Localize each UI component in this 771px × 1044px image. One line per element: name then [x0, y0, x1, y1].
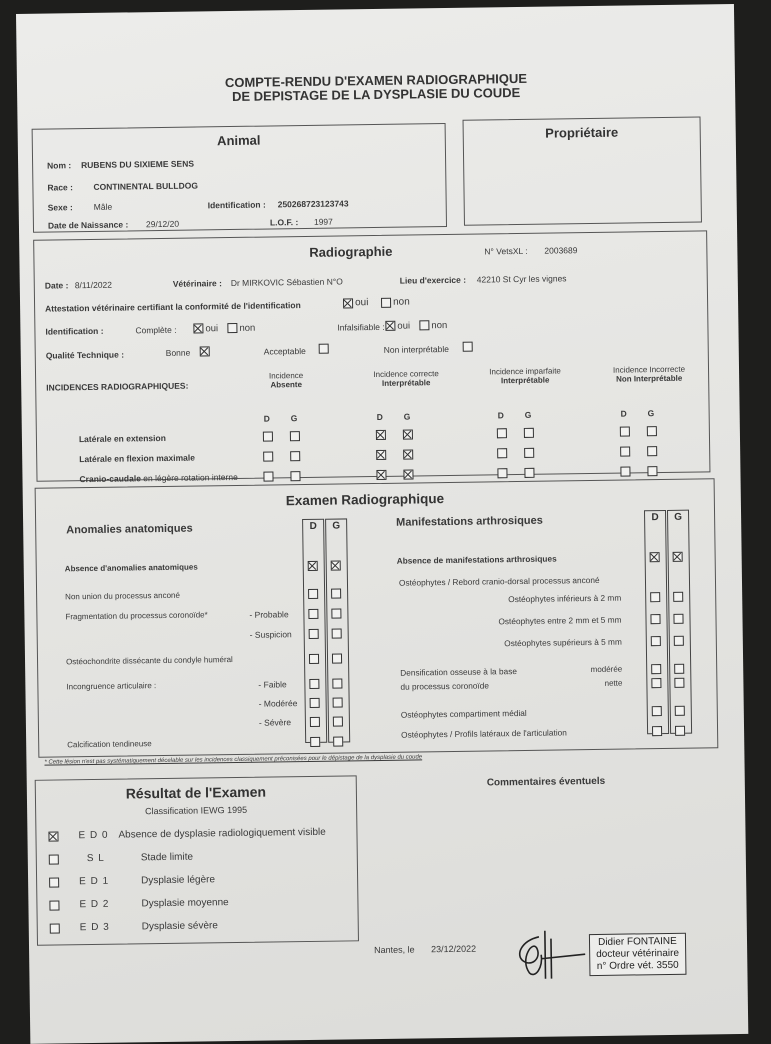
grade-label: Dysplasie moyenne	[141, 897, 229, 910]
grade-checkbox[interactable]	[49, 900, 59, 910]
incidence-g-header: G	[524, 409, 532, 420]
anomaly-label: Calcification tendineuse	[67, 739, 152, 750]
veterinarian-stamp	[589, 933, 686, 976]
grade-code: E D 3	[79, 921, 110, 934]
anomaly-g-checkbox[interactable]	[332, 679, 342, 689]
anomaly-g-checkbox[interactable]	[331, 561, 341, 571]
anomalies-d-header: D	[309, 520, 317, 532]
stamp-name: Didier FONTAINE	[597, 935, 677, 948]
anomaly-label: Incongruence articulaire :	[66, 681, 157, 692]
arthrosique-label: Densification osseuse à la base	[400, 666, 517, 678]
anomaly-g-checkbox[interactable]	[332, 654, 342, 664]
incidence-g-checkbox[interactable]	[524, 468, 534, 478]
arthrosique-sublabel: nette	[604, 678, 623, 688]
proprietaire-section	[463, 116, 702, 225]
lieu-value: 42210 St Cyr les vignes	[476, 273, 567, 285]
race-label: Race :	[47, 182, 74, 193]
identification-value: 250268723123743	[277, 198, 349, 210]
lof-value: 1997	[313, 216, 333, 227]
arthrosique-label: Ostéophytes compartiment médial	[400, 707, 527, 720]
incidence-col-line1: Incidence imparfaite	[489, 366, 561, 377]
animal-title: Animal	[217, 132, 261, 149]
infalsifiable-non-checkbox[interactable]	[419, 320, 429, 330]
complete-oui-label: oui	[205, 323, 219, 335]
race-value: CONTINENTAL BULLDOG	[93, 180, 198, 192]
arthrosique-g-checkbox[interactable]	[675, 726, 685, 736]
anomaly-label: Fragmentation du processus coronoïde*	[65, 610, 208, 622]
grade-label: Dysplasie légère	[141, 874, 216, 887]
complete-oui-checkbox[interactable]	[193, 323, 203, 333]
attestation-non-label: non	[392, 296, 410, 308]
radiographie-title: Radiographie	[309, 243, 393, 260]
incidence-d-header: D	[376, 411, 383, 423]
veterinaire-value: Dr MIRKOVIC Sébastien N°O	[230, 276, 343, 289]
incidence-col-absente	[256, 371, 316, 390]
arthrosique-g-checkbox[interactable]	[675, 706, 685, 716]
incidence-d-checkbox[interactable]	[263, 451, 273, 461]
anomaly-g-checkbox[interactable]	[333, 698, 343, 708]
nom-value: RUBENS DU SIXIEME SENS	[81, 158, 195, 171]
arthrosique-label: Ostéophytes inférieurs à 2 mm	[508, 592, 622, 605]
anomaly-sublabel: - Probable	[249, 609, 289, 620]
incidences-label: INCIDENCES RADIOGRAPHIQUES:	[46, 380, 189, 393]
arthrosique-d-checkbox[interactable]	[652, 706, 662, 716]
grade-code: S L	[86, 852, 105, 865]
incidence-col-line1: Incidence Incorrecte	[612, 364, 686, 375]
date-label: Date :	[44, 280, 69, 291]
qualite-non-interpretable-checkbox[interactable]	[463, 342, 473, 352]
grade-label: Stade limite	[140, 851, 194, 864]
incidence-d-checkbox[interactable]	[497, 428, 507, 438]
incidence-row-label	[79, 472, 237, 484]
anomaly-sublabel: - Suspicion	[249, 629, 292, 640]
grade-code: E D 1	[79, 875, 110, 888]
anomaly-g-checkbox[interactable]	[331, 609, 341, 619]
incidence-row-label-bold: Latérale en extension	[78, 432, 166, 445]
infalsifiable-label: Infalsifiable :	[337, 321, 385, 333]
incidence-row-label	[79, 453, 195, 465]
anomaly-d-checkbox[interactable]	[309, 654, 319, 664]
incidence-d-checkbox[interactable]	[376, 470, 386, 480]
arthrosique-label: Ostéophytes / Profils latéraux de l'articulation	[401, 727, 567, 740]
infalsifiable-oui-checkbox[interactable]	[385, 321, 395, 331]
complete-non-label: non	[239, 322, 256, 334]
nom-label: Nom :	[47, 160, 72, 171]
incidence-d-header: D	[263, 413, 270, 424]
arthrosique-g-checkbox[interactable]	[674, 664, 684, 674]
attestation-oui-checkbox[interactable]	[343, 298, 353, 308]
incidence-row-label-bold: Cranio-caudale	[79, 473, 141, 485]
anomalies-g-header: G	[332, 520, 341, 532]
signature-place: Nantes, le	[374, 944, 415, 956]
incidence-g-checkbox[interactable]	[290, 451, 300, 461]
arthrosique-d-checkbox[interactable]	[650, 614, 660, 624]
anomaly-sublabel: - Modérée	[258, 698, 298, 709]
lof-label: L.O.F. :	[269, 217, 299, 228]
anomalies-title: Anomalies anatomiques	[66, 522, 193, 537]
resultat-section	[35, 775, 359, 945]
footnote: * Cette lésion n'est pas systématiquement décelable sur les incidences classiquement préconisées pour le dépistage de la dysplasie du coude	[44, 754, 423, 766]
anomaly-d-checkbox[interactable]	[310, 717, 320, 727]
qualite-acceptable-checkbox[interactable]	[319, 344, 329, 354]
grade-code: E D 0	[78, 829, 109, 842]
vetsxl-label: N° VetsXL :	[484, 245, 528, 257]
incidence-g-header: G	[290, 413, 298, 424]
attestation-oui-label: oui	[354, 297, 369, 309]
incidence-d-checkbox[interactable]	[376, 450, 386, 460]
date-value: 8/11/2022	[74, 279, 113, 291]
anomaly-d-checkbox[interactable]	[310, 698, 320, 708]
arthrosique-g-checkbox[interactable]	[673, 614, 683, 624]
incidence-g-checkbox[interactable]	[403, 429, 413, 439]
incidence-d-checkbox[interactable]	[620, 466, 630, 476]
signature-icon	[509, 928, 590, 981]
arthrosique-label: Ostéophytes supérieurs à 5 mm	[504, 636, 622, 649]
incidence-d-checkbox[interactable]	[620, 426, 630, 436]
anomaly-d-checkbox[interactable]	[309, 629, 319, 639]
incidence-g-checkbox[interactable]	[647, 466, 657, 476]
incidence-col-line2: Absente	[270, 380, 303, 390]
arthrosique-g-checkbox[interactable]	[673, 592, 683, 602]
arthrosique-d-checkbox[interactable]	[651, 664, 661, 674]
infalsifiable-oui-label: oui	[397, 320, 411, 332]
grade-checkbox[interactable]	[50, 923, 60, 933]
anomaly-d-checkbox[interactable]	[310, 737, 320, 747]
incidence-g-checkbox[interactable]	[403, 469, 413, 479]
report-title-line1: COMPTE-RENDU D'EXAMEN RADIOGRAPHIQUE	[224, 70, 528, 91]
anomaly-d-checkbox[interactable]	[308, 561, 318, 571]
incidence-d-checkbox[interactable]	[263, 471, 273, 481]
complete-non-checkbox[interactable]	[227, 323, 237, 333]
anomaly-sublabel: - Sévère	[258, 717, 292, 728]
incidence-d-checkbox[interactable]	[263, 431, 273, 441]
resultat-title: Résultat de l'Examen	[125, 783, 267, 802]
incidence-g-checkbox[interactable]	[290, 471, 300, 481]
naissance-label: Date de Naissance :	[47, 219, 129, 231]
arthrosique-label: Ostéophytes entre 2 mm et 5 mm	[498, 614, 622, 627]
arthrosique-d-checkbox[interactable]	[651, 636, 661, 646]
attestation-label: Attestation vétérinaire certifiant la conformité de l'identification	[45, 300, 301, 314]
radiographie-section	[33, 230, 710, 485]
incidence-g-checkbox[interactable]	[524, 428, 534, 438]
arthrosiques-title: Manifestations arthrosiques	[396, 514, 543, 529]
naissance-value: 29/12/20	[145, 218, 180, 230]
examen-section	[35, 478, 719, 757]
incidence-col-line2: Non Interprétable	[615, 373, 683, 384]
qualite-label: Qualité Technique :	[45, 349, 125, 361]
report-paper	[16, 4, 748, 1044]
grade-label: Dysplasie sévère	[141, 920, 218, 933]
qualite-bonne-label: Bonne	[165, 347, 191, 358]
arthrosique-g-checkbox[interactable]	[674, 636, 684, 646]
identification-radio-label: Identification :	[45, 325, 104, 337]
examen-title: Examen Radiographique	[285, 491, 445, 509]
qualite-acceptable-label: Acceptable	[263, 345, 306, 357]
anomaly-d-checkbox[interactable]	[308, 589, 318, 599]
arthrosique-g-checkbox[interactable]	[673, 552, 683, 562]
attestation-non-checkbox[interactable]	[381, 298, 391, 308]
incidence-col-imparfaite	[480, 366, 570, 385]
commentaires-title: Commentaires éventuels	[486, 775, 606, 789]
arthrosique-d-checkbox[interactable]	[651, 678, 661, 688]
arthrosique-d-checkbox[interactable]	[650, 552, 660, 562]
arthrosiques-g-header: G	[674, 511, 683, 523]
anomaly-label: Non union du processus anconé	[65, 590, 180, 602]
incidence-g-checkbox[interactable]	[647, 446, 657, 456]
incidence-col-line2: Interprétable	[500, 375, 550, 386]
anomaly-g-checkbox[interactable]	[331, 589, 341, 599]
anomaly-d-checkbox[interactable]	[309, 679, 319, 689]
qualite-bonne-checkbox[interactable]	[200, 346, 210, 356]
arthrosique-d-checkbox[interactable]	[650, 592, 660, 602]
incidence-col-line1: Incidence	[268, 371, 304, 381]
classification-label: Classification IEWG 1995	[145, 804, 248, 817]
anomaly-d-checkbox[interactable]	[308, 609, 318, 619]
anomaly-label: Absence d'anomalies anatomiques	[64, 562, 198, 574]
anomaly-sublabel: - Faible	[258, 679, 287, 690]
animal-section	[32, 123, 447, 233]
incidence-col-line1: Incidence correcte	[373, 369, 439, 380]
report-title-line2: DE DEPISTAGE DE LA DYSPLASIE DU COUDE	[231, 84, 521, 104]
anomaly-g-checkbox[interactable]	[333, 717, 343, 727]
incidence-d-checkbox[interactable]	[376, 430, 386, 440]
grade-checkbox[interactable]	[49, 854, 59, 864]
lieu-label: Lieu d'exercice :	[399, 274, 467, 286]
arthrosique-label: Ostéophytes / Rebord cranio-dorsal processus anconé	[398, 574, 600, 588]
anomaly-g-checkbox[interactable]	[333, 737, 343, 747]
incidence-g-checkbox[interactable]	[403, 449, 413, 459]
arthrosiques-d-header: D	[651, 512, 659, 524]
incidence-d-header: D	[620, 408, 627, 419]
incidence-col-line2: Interprétable	[381, 378, 431, 388]
incidence-row-label	[79, 433, 166, 444]
stamp-ordre: n° Ordre vét. 3550	[596, 959, 679, 972]
incidence-d-checkbox[interactable]	[620, 446, 630, 456]
arthrosique-d-checkbox[interactable]	[652, 726, 662, 736]
grade-label: Absence de dysplasie radiologiquement visible	[118, 826, 326, 841]
incidence-col-incorrecte	[601, 365, 697, 384]
complete-label: Complète :	[135, 324, 177, 336]
incidence-g-header: G	[647, 408, 655, 419]
arthrosique-g-checkbox[interactable]	[674, 678, 684, 688]
arthrosique-label: du processus coronoïde	[400, 680, 490, 692]
identification-label: Identification :	[207, 199, 266, 211]
stamp-title: docteur vétérinaire	[596, 947, 680, 960]
incidence-row-label-rest: en légère rotation interne	[140, 471, 238, 484]
incidence-g-header: G	[403, 411, 411, 422]
incidence-d-header: D	[497, 410, 504, 421]
grade-code: E D 2	[79, 898, 110, 911]
infalsifiable-non-label: non	[431, 320, 448, 332]
arthrosique-sublabel: modérée	[590, 664, 623, 675]
incidence-d-checkbox[interactable]	[497, 448, 507, 458]
anomaly-g-checkbox[interactable]	[332, 629, 342, 639]
proprietaire-title: Propriétaire	[545, 124, 619, 141]
incidence-g-checkbox[interactable]	[290, 431, 300, 441]
incidence-col-correcte	[361, 369, 451, 388]
sexe-value: Mâle	[93, 201, 113, 212]
sexe-label: Sexe :	[47, 202, 73, 213]
incidence-g-checkbox[interactable]	[647, 426, 657, 436]
signature-date: 23/12/2022	[431, 943, 477, 955]
incidence-row-label-bold: Latérale en flexion maximale	[79, 452, 196, 465]
qualite-non-interpretable-label: Non interprétable	[383, 343, 450, 355]
grade-checkbox[interactable]	[49, 877, 59, 887]
veterinaire-label: Vétérinaire :	[172, 278, 222, 289]
anomaly-label: Ostéochondrite dissécante du condyle huméral	[65, 655, 233, 667]
vetsxl-value: 2003689	[544, 245, 578, 256]
arthrosique-label: Absence de manifestations arthrosiques	[396, 553, 557, 566]
incidence-g-checkbox[interactable]	[524, 448, 534, 458]
grade-checkbox[interactable]	[48, 831, 58, 841]
incidence-d-checkbox[interactable]	[497, 468, 507, 478]
